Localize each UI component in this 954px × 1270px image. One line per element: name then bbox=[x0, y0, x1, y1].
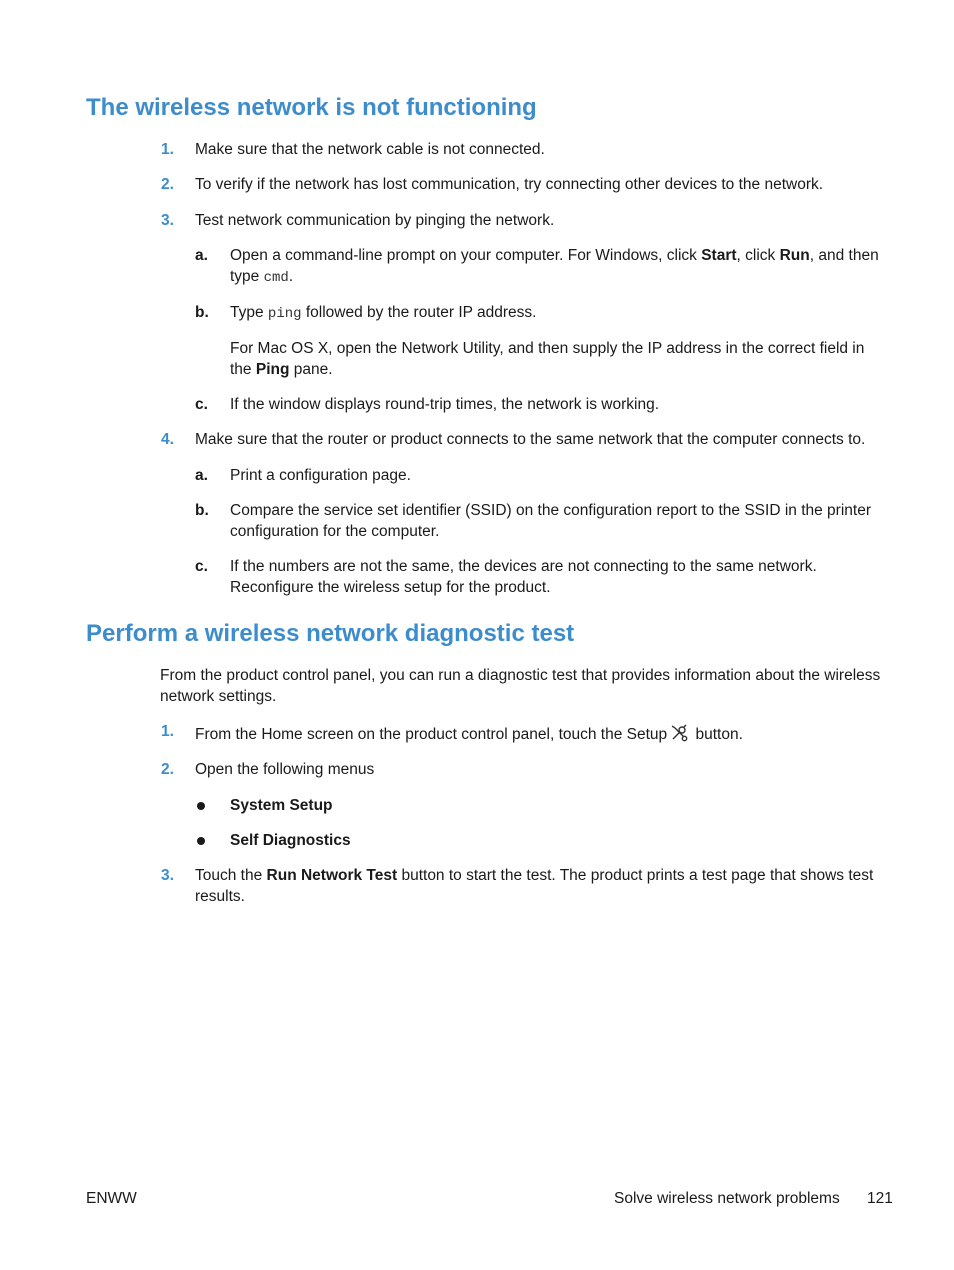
ping-code: ping bbox=[267, 306, 302, 322]
footer-chapter: Solve wireless network problems bbox=[614, 1190, 840, 1207]
setup-wrench-icon bbox=[669, 723, 689, 743]
section-title-diagnostic-test: Perform a wireless network diagnostic test bbox=[86, 620, 575, 647]
step-number: 2. bbox=[161, 761, 174, 778]
step-text: Test network communication by pinging the network. bbox=[195, 212, 555, 229]
substep-label: c. bbox=[195, 396, 208, 413]
step-text: Make sure that the router or product connects to the same network that the computer connects to. bbox=[195, 431, 866, 448]
step-number: 3. bbox=[161, 212, 174, 229]
run-menu-label: Run bbox=[779, 247, 810, 264]
substep-text: If the window displays round-trip times, the network is working. bbox=[230, 396, 660, 413]
step-number: 3. bbox=[161, 867, 174, 884]
start-menu-label: Start bbox=[701, 247, 737, 264]
substep-label: b. bbox=[195, 502, 209, 519]
step-text: Open the following menus bbox=[195, 761, 375, 778]
ping-pane-label: Ping bbox=[255, 361, 290, 378]
footer-left: ENWW bbox=[86, 1190, 137, 1207]
menu-name: System Setup bbox=[230, 797, 333, 814]
mac-note-text: For Mac OS X, open the Network Utility, and then supply the IP address in the correct field in the Ping pane. bbox=[230, 340, 865, 378]
substep-text: Open a command-line prompt on your computer. For Windows, click Start, click Run, and then type cmd. bbox=[230, 247, 879, 286]
bullet-dot bbox=[197, 837, 205, 845]
substep-label: a. bbox=[195, 467, 208, 484]
substep-text: Print a configuration page. bbox=[230, 467, 411, 484]
substep-label: c. bbox=[195, 558, 208, 575]
step-text: Touch the Run Network Test button to start the test. The product prints a test page that shows test results. bbox=[195, 867, 874, 905]
bullet-dot bbox=[197, 802, 205, 810]
substep-text: Compare the service set identifier (SSID) on the configuration report to the SSID in the printer configuration for the computer. bbox=[230, 502, 871, 540]
substep-label: a. bbox=[195, 247, 208, 264]
step-number: 1. bbox=[161, 141, 174, 158]
cmd-code: cmd bbox=[263, 270, 289, 286]
step-text: To verify if the network has lost communication, try connecting other devices to the network. bbox=[195, 176, 824, 193]
footer-page-number: 121 bbox=[867, 1190, 893, 1207]
step-number: 1. bbox=[161, 723, 174, 740]
substep-label: b. bbox=[195, 304, 209, 321]
substep-text: If the numbers are not the same, the devices are not connecting to the same network. Reconfigure the wireless setup for the product. bbox=[230, 558, 817, 596]
intro-text: From the product control panel, you can run a diagnostic test that provides information about the wireless network settings. bbox=[160, 667, 881, 705]
step-text: Make sure that the network cable is not connected. bbox=[195, 141, 545, 158]
section-title-wireless-not-functioning: The wireless network is not functioning bbox=[86, 94, 537, 121]
step-number: 4. bbox=[161, 431, 174, 448]
run-network-test-label: Run Network Test bbox=[266, 867, 398, 884]
step-number: 2. bbox=[161, 176, 174, 193]
substep-text: Type ping followed by the router IP address. bbox=[230, 304, 537, 322]
menu-name: Self Diagnostics bbox=[230, 832, 351, 849]
step-text: From the Home screen on the product control panel, touch the Setup button. bbox=[195, 723, 885, 745]
